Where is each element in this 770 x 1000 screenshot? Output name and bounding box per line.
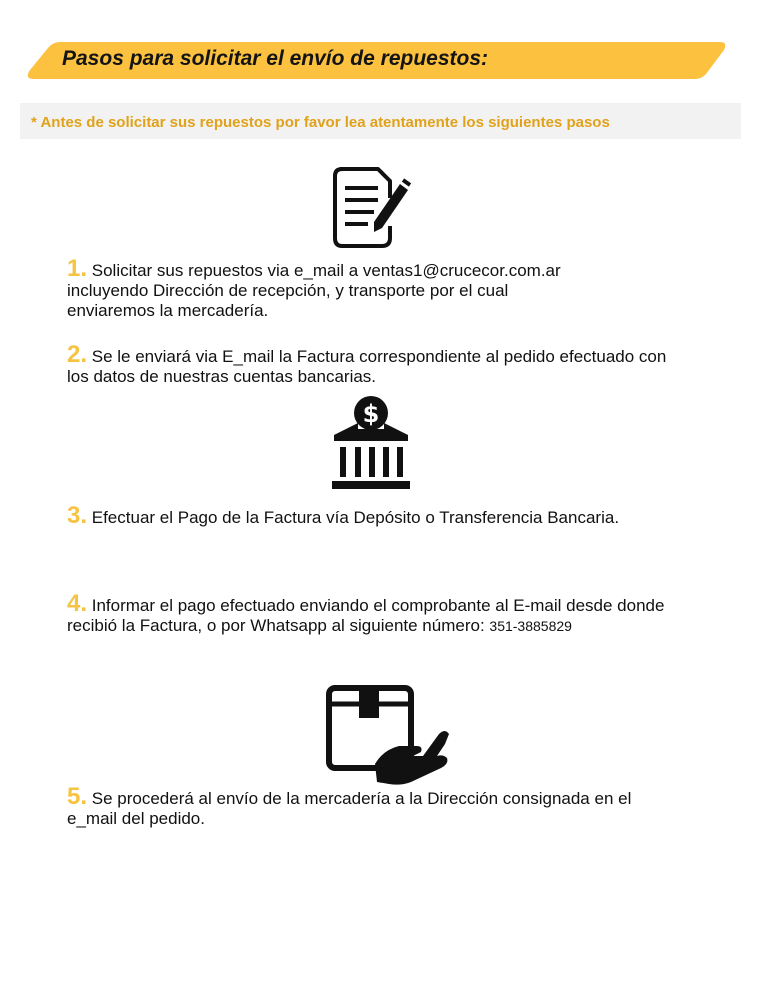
step-1-line-2: incluyendo Dirección de recepción, y transporte por el cual	[67, 281, 509, 300]
package-hand-icon	[325, 684, 453, 788]
notice-text: * Antes de solicitar sus repuestos por favor lea atentamente los siguientes pasos	[31, 114, 610, 131]
step-5	[67, 783, 632, 829]
step-1-line-3: enviaremos la mercadería.	[67, 301, 269, 320]
step-2-line-2: los datos de nuestras cuentas bancarias.	[67, 367, 377, 386]
bank-dollar-icon	[330, 395, 412, 491]
title-banner	[26, 40, 726, 80]
document-pen-icon	[330, 166, 412, 250]
step-4-line-2: recibió la Factura, o por Whatsapp al siguiente número:	[67, 616, 485, 635]
step-1	[67, 255, 561, 321]
step-3-line-1: Efectuar el Pago de la Factura vía Depósito o Transferencia Bancaria.	[91, 508, 620, 527]
step-5-line-1: Se procederá al envío de la mercadería a la Dirección consignada en el	[91, 789, 632, 808]
step-4-number: 4.	[67, 590, 88, 617]
step-5-number: 5.	[67, 783, 88, 810]
step-2-number: 2.	[67, 341, 88, 368]
whatsapp-number: 351-3885829	[489, 618, 572, 634]
step-2-line-1: Se le enviará via E_mail la Factura correspondiente al pedido efectuado con	[91, 347, 667, 366]
notice-bar	[20, 103, 741, 139]
step-3-number: 3.	[67, 502, 88, 529]
step-4	[67, 590, 665, 636]
step-3	[67, 502, 620, 529]
step-1-line-1: Solicitar sus repuestos via e_mail a ventas1@crucecor.com.ar	[91, 261, 561, 280]
step-2	[67, 341, 667, 387]
svg-text:$: $	[362, 400, 380, 428]
step-1-number: 1.	[67, 255, 88, 282]
step-4-line-1: Informar el pago efectuado enviando el comprobante al E-mail desde donde	[91, 596, 665, 615]
page-title: Pasos para solicitar el envío de repuestos:	[62, 47, 488, 70]
step-5-line-2: e_mail del pedido.	[67, 809, 205, 828]
